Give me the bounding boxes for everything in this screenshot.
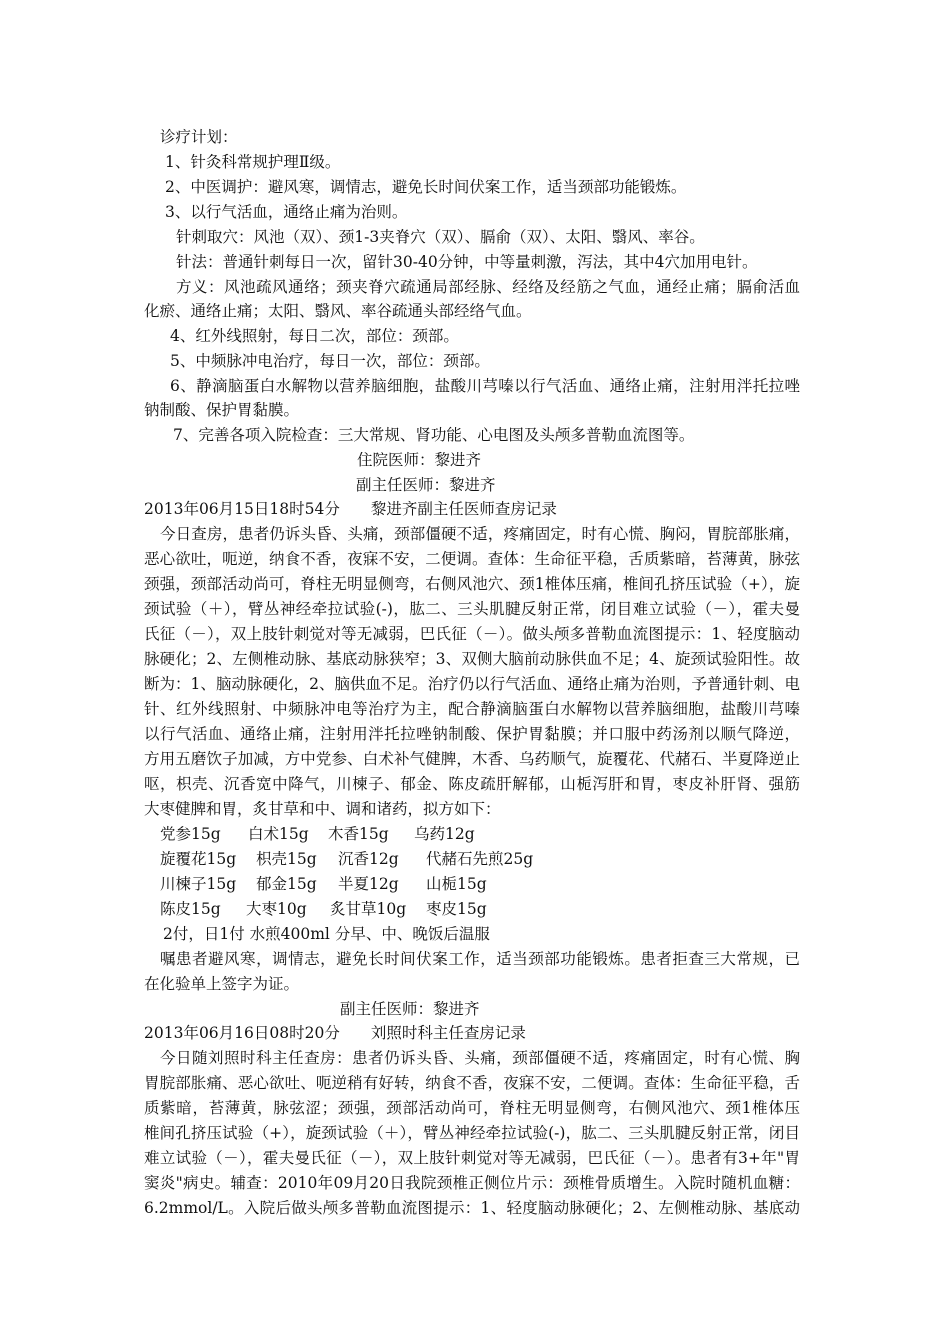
plan-item: 2、中医调护：避风寒，调情志，避免长时间伏案工作，适当颈部功能锻炼。 xyxy=(165,178,687,196)
prescription-row xyxy=(160,898,487,920)
record-line: 椎间孔挤压试验（+），旋颈试验（＋），臂丛神经牵拉试验(-)，肱二、三头肌腱反射正常，闭目 xyxy=(144,1124,800,1142)
plan-item: 1、针灸科常规护理Ⅱ级。 xyxy=(165,153,341,171)
plan-item: 3、以行气活血，通络止痛为治则。 xyxy=(165,203,408,221)
prescription-row xyxy=(160,823,475,845)
herb-item: 山栀15g xyxy=(426,875,487,893)
herb-item: 木香15g xyxy=(328,825,389,843)
record-header: 2013年06月15日18时54分 黎进齐副主任医师查房记录 xyxy=(144,500,557,518)
herb-item: 大枣10g xyxy=(246,900,307,918)
record-line: 颈试验（＋），臂丛神经牵拉试验(-)，肱二、三头肌腱反射正常，闭目难立试验（－），霍夫曼 xyxy=(144,600,800,618)
herb-item: 陈皮15g xyxy=(160,900,221,918)
record-line: 在化验单上签字为证。 xyxy=(144,975,300,993)
record-line: 今日随刘照时科主任查房：患者仍诉头昏、头痛，颈部僵硬不适，疼痛固定，时有心慌、胸 xyxy=(160,1049,800,1067)
herb-item: 白术15g xyxy=(248,825,309,843)
herb-item: 代赭石先煎25g xyxy=(426,850,534,868)
plan-item: 6、静滴脑蛋白水解物以营养脑细胞，盐酸川芎嗪以行气活血、通络止痛，注射用泮托拉唑 xyxy=(170,377,800,395)
record-line: 针、红外线照射、中频脉冲电等治疗为主，配合静滴脑蛋白水解物以营养脑细胞，盐酸川芎嗪 xyxy=(144,700,800,718)
herb-item: 沉香12g xyxy=(338,850,399,868)
herb-item: 川楝子15g xyxy=(160,875,237,893)
dosage-instruction: 2付，日1付 水煎400ml 分早、中、晚饭后温服 xyxy=(163,925,490,943)
herb-item: 半夏12g xyxy=(338,875,399,893)
plan-item: 方义：风池疏风通络；颈夹脊穴疏通局部经脉、经络及经筋之气血，通经止痛；膈俞活血 xyxy=(176,278,800,296)
record-line: 6.2mmol/L。入院后做头颅多普勒血流图提示：1、轻度脑动脉硬化；2、左侧椎动脉、基底动 xyxy=(144,1199,800,1217)
record-line: 大枣健脾和胃，炙甘草和中、调和诸药，拟方如下： xyxy=(144,800,501,818)
signature-resident: 住院医师：黎进齐 xyxy=(357,451,482,469)
record-line: 以行气活血、通络止痛，注射用泮托拉唑钠制酸、保护胃黏膜；并口服中药汤剂以顺气降逆， xyxy=(144,725,800,743)
record-line: 今日查房，患者仍诉头昏、头痛，颈部僵硬不适，疼痛固定，时有心慌、胸闷，胃脘部胀痛， xyxy=(160,525,800,543)
herb-item: 郁金15g xyxy=(256,875,317,893)
plan-item: 钠制酸、保护胃黏膜。 xyxy=(144,401,300,419)
herb-item: 党参15g xyxy=(160,825,221,843)
signature-deputy-chief: 副主任医师：黎进齐 xyxy=(356,476,496,494)
herb-item: 枳壳15g xyxy=(256,850,317,868)
herb-item: 枣皮15g xyxy=(426,900,487,918)
record-line: 颈强，颈部活动尚可，脊柱无明显侧弯，右侧风池穴、颈1椎体压痛，椎间孔挤压试验（+），旋 xyxy=(144,575,800,593)
signature-deputy-chief: 副主任医师：黎进齐 xyxy=(340,1000,480,1018)
prescription-row xyxy=(160,873,487,895)
record-line: 氏征（－），双上肢针刺觉对等无减弱，巴氏征（－）。做头颅多普勒血流图提示：1、轻度脑动 xyxy=(144,625,800,643)
plan-item: 5、中频脉冲电治疗，每日一次，部位：颈部。 xyxy=(170,352,490,370)
prescription-row xyxy=(160,848,533,870)
plan-item: 针刺取穴：风池（双）、颈1-3夹脊穴（双）、膈俞（双）、太阳、翳风、率谷。 xyxy=(176,228,705,246)
record-line: 方用五磨饮子加减，方中党参、白术补气健脾，木香、乌药顺气，旋覆花、代赭石、半夏降逆止 xyxy=(144,750,800,768)
plan-item: 化瘀、通络止痛；太阳、翳风、率谷疏通头部经络气血。 xyxy=(144,302,532,320)
record-line: 难立试验（－），霍夫曼氏征（－），双上肢针刺觉对等无减弱，巴氏征（－）。患者有3+年"胃 xyxy=(144,1149,800,1167)
record-line: 嘱患者避风寒，调情志，避免长时间伏案工作，适当颈部功能锻炼。患者拒查三大常规，已 xyxy=(160,950,800,968)
record-line: 脉硬化；2、左侧椎动脉、基底动脉狭窄；3、双侧大脑前动脉供血不足；4、旋颈试验阳性。故 xyxy=(144,650,800,668)
plan-item: 4、红外线照射，每日二次，部位：颈部。 xyxy=(170,327,459,345)
record-line: 窦炎"病史。辅查：2010年09月20日我院颈椎正侧位片示：颈椎骨质增生。入院时随机血糖： xyxy=(144,1174,800,1192)
record-line: 呕，枳壳、沉香宽中降气，川楝子、郁金、陈皮疏肝解郁，山栀泻肝和胃，枣皮补肝肾、强筋 xyxy=(144,775,800,793)
record-line: 胃脘部胀痛、恶心欲吐、呃逆稍有好转，纳食不香，夜寐不安，二便调。查体：生命征平稳，舌 xyxy=(144,1074,800,1092)
plan-item: 7、完善各项入院检查：三大常规、肾功能、心电图及头颅多普勒血流图等。 xyxy=(173,426,695,444)
plan-title: 诊疗计划： xyxy=(160,128,238,146)
herb-item: 旋覆花15g xyxy=(160,850,237,868)
herb-item: 乌药12g xyxy=(414,825,475,843)
record-line: 质紫暗，苔薄黄，脉弦涩；颈强，颈部活动尚可，脊柱无明显侧弯，右侧风池穴、颈1椎体压 xyxy=(144,1099,800,1117)
plan-item: 针法：普通针刺每日一次，留针30-40分钟，中等量刺激，泻法，其中4穴加用电针。 xyxy=(176,253,758,271)
record-line: 断为：1、脑动脉硬化，2、脑供血不足。治疗仍以行气活血、通络止痛为治则，予普通针刺、电 xyxy=(144,675,800,693)
record-header: 2013年06月16日08时20分 刘照时科主任查房记录 xyxy=(144,1024,526,1042)
record-line: 恶心欲吐，呃逆，纳食不香，夜寐不安，二便调。查体：生命征平稳，舌质紫暗，苔薄黄，脉弦 xyxy=(144,550,800,568)
herb-item: 炙甘草10g xyxy=(330,900,407,918)
